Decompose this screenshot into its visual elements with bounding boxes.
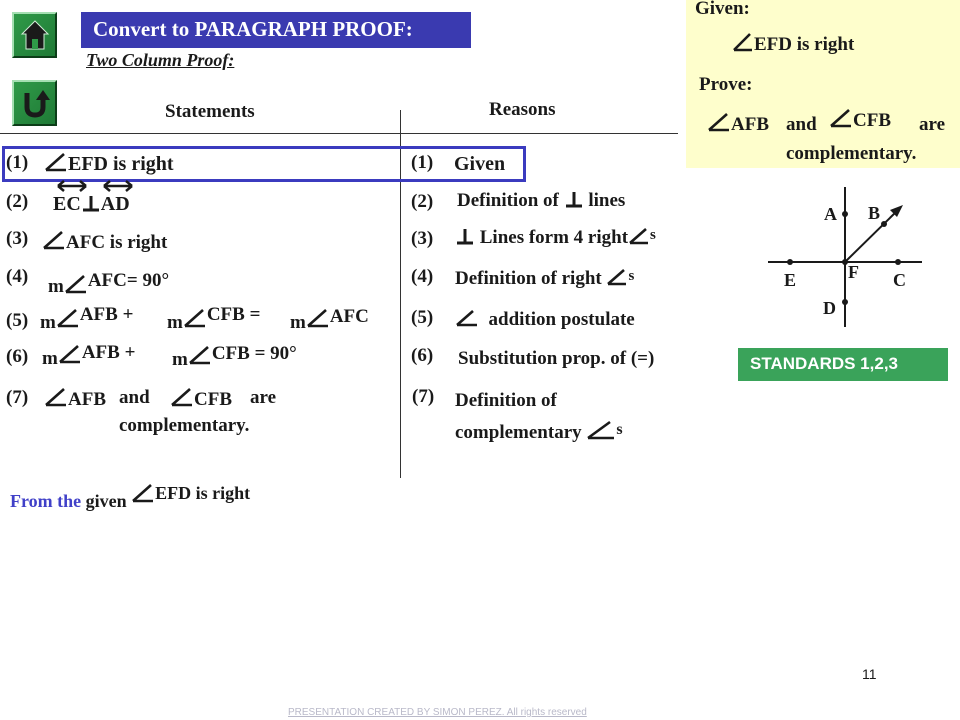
home-icon <box>20 19 50 51</box>
reason-text: Definition of right $^s$ <box>455 268 635 289</box>
prove-statement: are <box>919 114 946 135</box>
given-statement: EFD is right <box>732 32 854 56</box>
statement-text: m AFC= 90° <box>48 270 170 297</box>
reason-text: Definition of lines <box>457 190 626 211</box>
line-arrow-icon <box>55 180 89 192</box>
statement-text: EC AD <box>53 193 130 216</box>
step-number: (2) <box>6 191 29 212</box>
home-button[interactable] <box>12 12 57 58</box>
step-number: (4) <box>6 266 29 287</box>
angle-icon <box>58 344 82 364</box>
paragraph-proof-start: From the given EFD is right <box>10 483 251 511</box>
perpendicular-icon <box>564 190 584 208</box>
angle-icon <box>829 108 853 128</box>
table-header-rule <box>0 133 678 134</box>
angle-icon <box>188 345 212 365</box>
step-number: (6) <box>6 346 29 367</box>
angle-icon <box>183 308 207 328</box>
angle-icon <box>306 308 330 328</box>
reason-text: complementary $^s$ <box>455 421 623 443</box>
prove-statement: CFB <box>829 108 891 132</box>
step-number: (5) <box>6 310 29 331</box>
angle-icon <box>586 420 616 440</box>
statement-text: m AFB + <box>40 304 134 333</box>
angle-icon <box>131 483 155 503</box>
angle-icon <box>44 152 68 172</box>
step-number: (7) <box>6 387 29 408</box>
reason-text: Substitution prop. of (=) <box>458 348 655 369</box>
angle-icon <box>64 274 88 294</box>
point-label: F <box>848 262 859 282</box>
given-panel <box>686 0 960 168</box>
angle-icon <box>42 230 66 250</box>
point-label: A <box>824 204 837 224</box>
angle-icon <box>628 227 650 245</box>
given-label: Given: <box>695 0 750 19</box>
reason-text: Given <box>454 153 506 175</box>
reason-number: (2) <box>411 191 434 212</box>
angle-icon <box>56 308 80 328</box>
standards-badge: STANDARDS 1,2,3 <box>738 348 948 381</box>
return-icon <box>20 87 50 119</box>
statement-text: AFC is right <box>42 230 167 254</box>
angle-icon <box>44 387 68 407</box>
statement-text: m CFB = <box>167 304 261 333</box>
angle-icon <box>455 309 479 327</box>
subtitle: Two Column Proof: <box>86 50 235 70</box>
angle-icon <box>732 32 754 52</box>
reason-text: Lines form 4 right $^s$ <box>455 227 656 249</box>
reason-number: (4) <box>411 266 434 287</box>
reasons-header: Reasons <box>489 99 556 120</box>
reason-text: addition postulate <box>455 309 635 331</box>
angle-icon <box>170 387 194 407</box>
perpendicular-icon <box>81 194 101 212</box>
point-label: E <box>784 270 797 290</box>
title-banner: Convert to PARAGRAPH PROOF: <box>81 12 471 48</box>
prove-statement: and <box>786 114 817 135</box>
statement-text: EFD is right <box>44 152 174 176</box>
point-label: C <box>893 270 906 290</box>
prove-label: Prove: <box>699 74 753 95</box>
statement-text: AFB <box>44 387 106 411</box>
statement-text: are <box>250 387 277 408</box>
prove-statement: AFB <box>707 112 769 136</box>
geometry-diagram <box>760 182 940 332</box>
reason-number: (5) <box>411 307 434 328</box>
point-label: D <box>823 298 836 318</box>
statement-text: m CFB = 90° <box>172 343 297 370</box>
prove-statement: complementary. <box>786 143 917 164</box>
statements-header: Statements <box>165 101 255 122</box>
step-number: (3) <box>6 228 29 249</box>
angle-icon <box>606 268 628 286</box>
point-label: B <box>868 203 881 223</box>
page-number: 11 <box>862 666 877 682</box>
perpendicular-icon <box>455 227 475 245</box>
reason-number: (1) <box>411 152 434 173</box>
reason-number: (6) <box>411 345 434 366</box>
statement-text: m AFB + <box>42 342 136 369</box>
step-number: (1) <box>6 152 29 173</box>
statement-text: and <box>119 387 150 408</box>
reason-number: (3) <box>411 228 434 249</box>
credit-link[interactable]: PRESENTATION CREATED BY SIMON PEREZ. All rights reserved <box>288 707 587 718</box>
angle-icon <box>707 112 731 132</box>
statement-text: m AFC <box>290 306 369 333</box>
return-button[interactable] <box>12 80 57 126</box>
reason-number: (7) <box>412 386 435 407</box>
statement-text: complementary. <box>119 415 250 436</box>
statement-text: CFB <box>170 387 232 411</box>
line-arrow-icon <box>101 180 135 192</box>
reason-text: Definition of <box>455 390 557 411</box>
